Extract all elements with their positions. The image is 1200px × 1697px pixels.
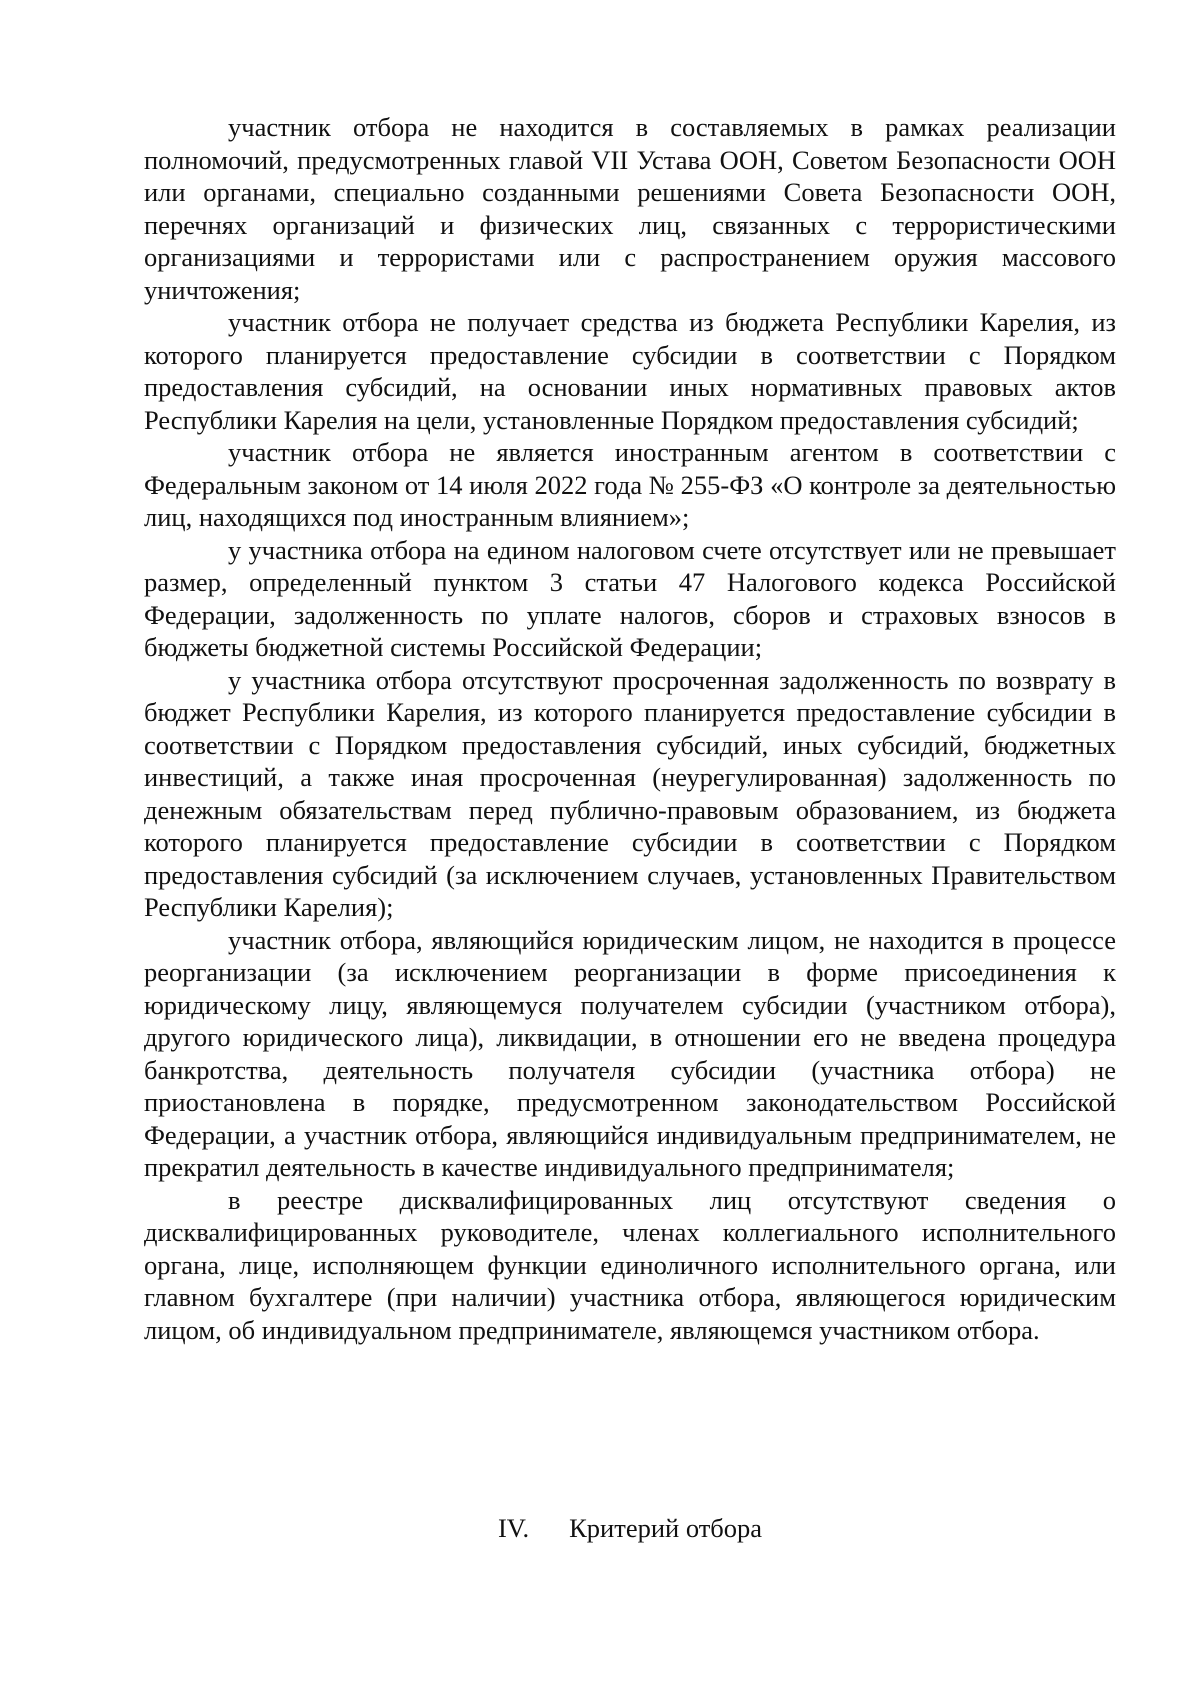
- section-heading: [144, 1512, 1116, 1545]
- paragraph-un-sanctions-list: участник отбора не находится в составляемых в рамках реализации полномочий, предусмотренных главой VII Устава ООН, Советом Безопасности ООН или органами, специально созданными решениями Совета Безопасности ООН, перечнях организаций и физических лиц, связанных с террористическими организациями и террористами или с распространением оружия массового уничтожения;: [144, 112, 1116, 305]
- paragraph-overdue-debt: у участника отбора отсутствуют просроченная задолженность по возврату в бюджет Республики Карелия, из которого планируется предоставление субсидии в соответствии с Порядком предоставления субсидий, иных субсидий, бюджетных инвестиций, а также иная просроченная (неурегулированная) задолженность по денежным обязательствам перед публично-правовым образованием, из бюджета которого планируется предоставление субсидии в соответствии с Порядком предоставления субсидий (за исключением случаев, установленных Правительством Республики Карелия);: [144, 664, 1116, 922]
- document-body: [144, 111, 1116, 1346]
- paragraph-disqualified-persons: в реестре дисквалифицированных лиц отсутствуют сведения о дисквалифицированных руководителе, членах коллегиального исполнительного органа, лице, исполняющем функции единоличного исполнительного органа, или главном бухгалтере (при наличии) участника отбора, являющегося юридическим лицом, об индивидуальном предпринимателе, являющемся участником отбора.: [144, 1184, 1116, 1345]
- paragraph-reorganization: участник отбора, являющийся юридическим лицом, не находится в процессе реорганизации (за исключением реорганизации в форме присоединения к юридическому лицу, являющемуся получателем субсидии (участником отбора), другого юридического лица), ликвидации, в отношении его не введена процедура банкротства, деятельность получателя субсидии (участника отбора) не приостановлена в порядке, предусмотренном законодательством Российской Федерации, а участник отбора, являющийся индивидуальным предпринимателем, не прекратил деятельность в качестве индивидуального предпринимателя;: [144, 924, 1116, 1182]
- paragraph-not-foreign-agent: участник отбора не является иностранным агентом в соответствии с Федеральным законом от 14 июля 2022 года № 255-ФЗ «О контроле за деятельностью лиц, находящихся под иностранным влиянием»;: [144, 437, 1116, 532]
- section-number: IV.: [497, 1513, 530, 1543]
- paragraph-tax-debt: у участника отбора на едином налоговом счете отсутствует или не превышает размер, определенный пунктом 3 статьи 47 Налогового кодекса Российской Федерации, задолженность по уплате налогов, сборов и страховых взносов в бюджеты бюджетной системы Российской Федерации;: [144, 534, 1116, 662]
- paragraph-no-budget-funds: участник отбора не получает средства из бюджета Республики Карелия, из которого планируется предоставление субсидии в соответствии с Порядком предоставления субсидий, на основании иных нормативных правовых актов Республики Карелия на цели, установленные Порядком предоставления субсидий;: [144, 307, 1116, 435]
- section-title: Критерий отбора: [569, 1513, 763, 1543]
